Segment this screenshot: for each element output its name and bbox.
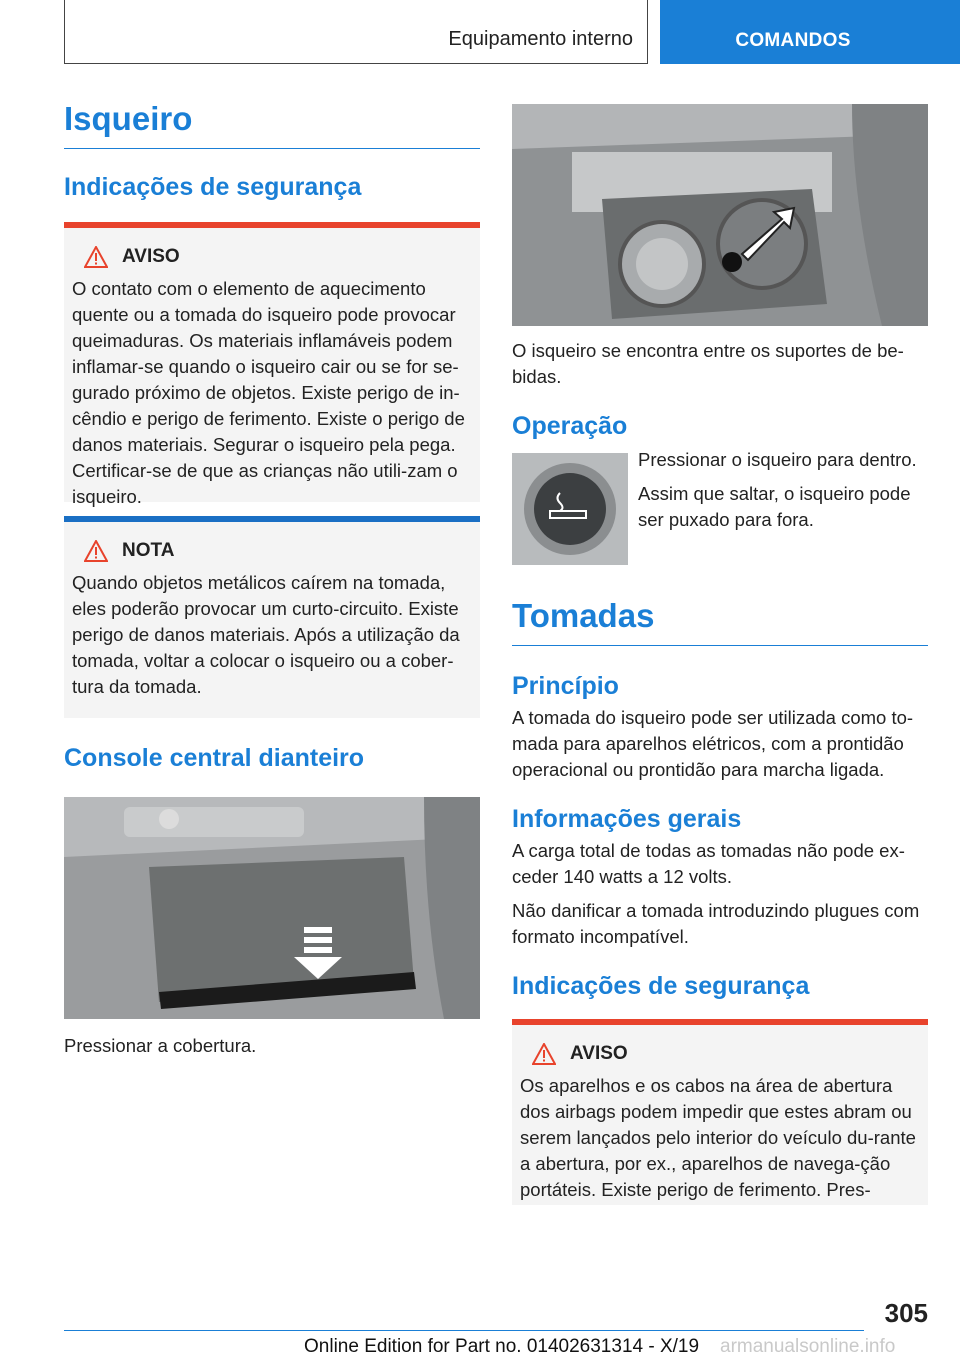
outlets-title: Tomadas	[512, 597, 928, 646]
warning-box	[64, 222, 480, 507]
operation-text-2: Assim que saltar, o isqueiro pode ser puxado para fora.	[638, 483, 911, 530]
lighter-location-caption: O isqueiro se encontra entre os suportes de be-bidas.	[512, 340, 904, 387]
left-column	[64, 100, 480, 1059]
page-title: Isqueiro	[64, 100, 480, 149]
safety-heading: Indicações de segurança	[64, 173, 362, 201]
warning-text: O contato com o elemento de aquecimento quente ou a tomada do isqueiro pode provocar queimaduras. Os materiais inflamáveis podem inflamar-se quando o isqueiro cair ou se for se-gurado próximo de objetos. Existe perigo de in-cêndio e perigo de ferimento. Existe o perigo de danos materiais. Segurar o isqueiro pela pega. Certificar-se de que as crianças não utili-zam o isqueiro.	[72, 278, 465, 507]
warning-label: AVISO	[122, 246, 180, 267]
general-heading: Informações gerais	[512, 805, 742, 833]
header-chapter-label: COMANDOS	[735, 30, 851, 51]
note-label: NOTA	[122, 540, 175, 561]
footer-watermark: armanualsonline.info	[720, 1336, 896, 1357]
lighter-location-photo	[512, 104, 928, 326]
note-text: Quando objetos metálicos caírem na tomada, eles poderão provocar um curto-circuito. Existe perigo de danos materiais. Após a utilização da tomada, voltar a colocar o isqueiro ou a cober-tura da tomada.	[72, 572, 460, 697]
outlets-warning-text: Os aparelhos e os cabos na área de abertura dos airbags podem impedir que estes abram ou serem lançados pelo interior do veículo du-rante a abertura, por ex., aparelhos de navega-ção portáteis. Existe perigo de ferimento. Pres-	[520, 1075, 916, 1200]
page-number: 305	[884, 1298, 928, 1328]
header-section-tab	[64, 0, 648, 64]
operation-heading: Operação	[512, 412, 628, 440]
console-cover-photo	[64, 797, 480, 1019]
note-triangle-icon	[84, 540, 108, 562]
header-chapter-tab	[660, 0, 960, 64]
outlets-safety-heading: Indicações de segurança	[512, 972, 810, 1000]
general-text-1: A carga total de todas as tomadas não pode ex-ceder 140 watts a 12 volts.	[512, 840, 905, 887]
lighter-location-illustration	[512, 104, 928, 326]
footer-divider	[64, 1330, 864, 1331]
operation-block	[512, 447, 928, 565]
principle-text: A tomada do isqueiro pode ser utilizada como to-mada para aparelhos elétricos, com a prontidão operacional ou prontidão para marcha ligada.	[512, 707, 914, 780]
console-cover-illustration	[64, 797, 480, 1019]
footer-edition: Online Edition for Part no. 01402631314 - X/19	[304, 1336, 700, 1357]
note-box	[64, 516, 480, 718]
console-caption: Pressionar a cobertura.	[64, 1035, 257, 1056]
principle-heading: Princípio	[512, 672, 619, 700]
lighter-button-photo	[512, 453, 628, 565]
outlets-warning-triangle-icon	[532, 1043, 556, 1065]
outlets-warning-box	[512, 1019, 928, 1205]
outlets-warning-label: AVISO	[570, 1043, 628, 1064]
warning-triangle-icon	[84, 246, 108, 268]
general-text-2: Não danificar a tomada introduzindo plugues com formato incompatível.	[512, 900, 920, 947]
right-column	[512, 104, 928, 1205]
lighter-button-illustration	[522, 461, 618, 557]
console-heading: Console central dianteiro	[64, 744, 365, 772]
operation-text-1: Pressionar o isqueiro para dentro.	[638, 449, 917, 470]
header-section-label: Equipamento interno	[448, 28, 633, 50]
